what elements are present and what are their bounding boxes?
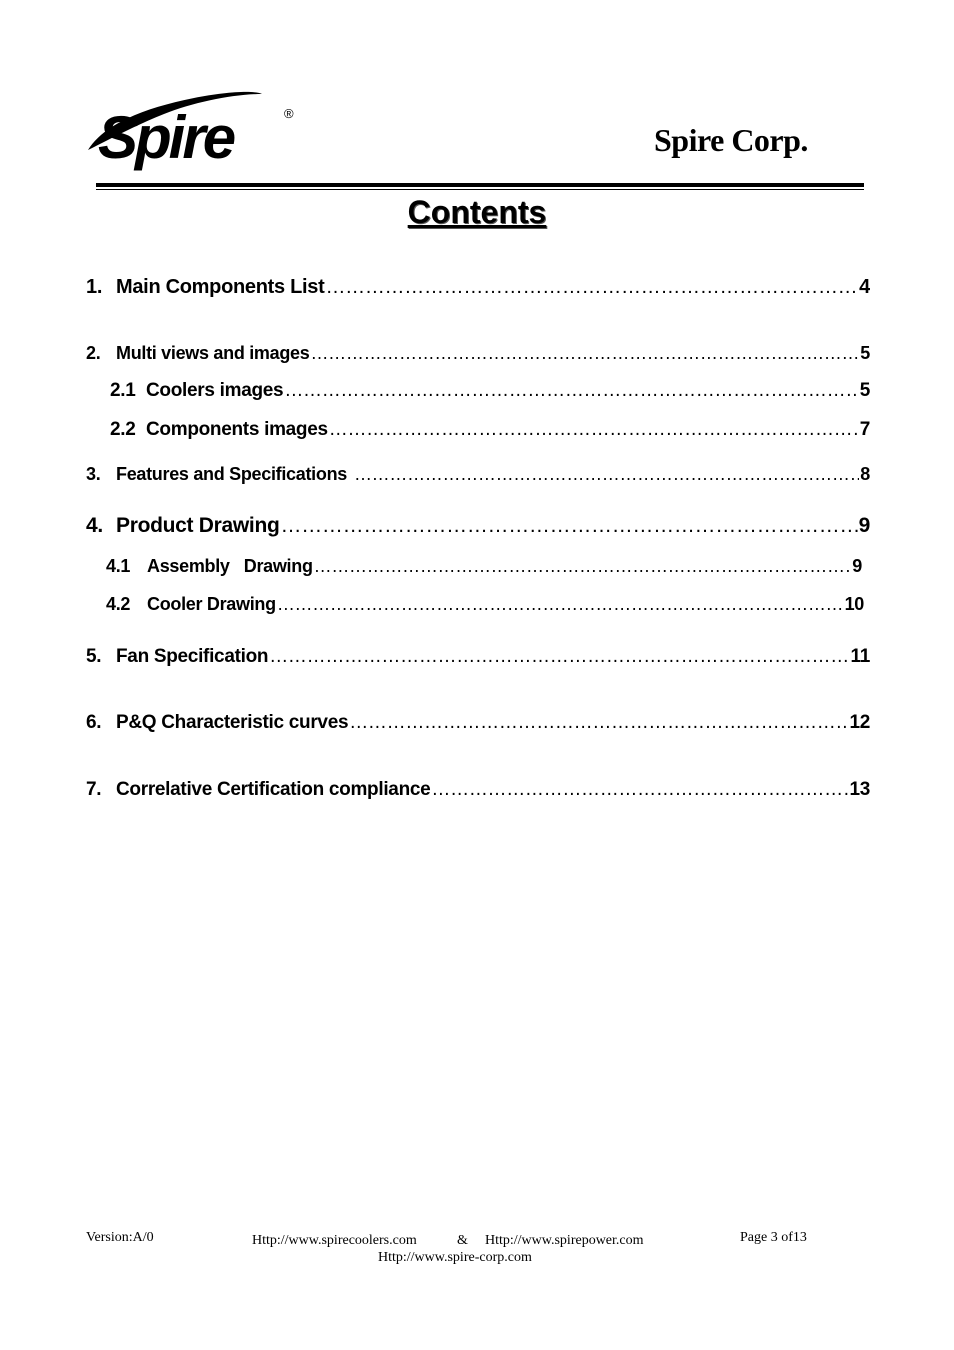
toc-number: 2.2: [110, 419, 136, 440]
toc-label: Correlative Certification compliance: [116, 779, 431, 800]
footer-url-corp[interactable]: Http://www.spire-corp.com: [378, 1250, 532, 1265]
toc-leader: [325, 276, 858, 299]
toc-leader: [277, 594, 844, 615]
toc-entry-5[interactable]: [86, 646, 870, 668]
toc-entry-4-2[interactable]: [106, 594, 864, 615]
toc-label: Fan Specification: [116, 646, 269, 667]
toc-leader: [269, 646, 849, 668]
toc-label: Components images: [146, 419, 328, 440]
header-rule: [96, 183, 864, 187]
company-name: Spire Corp.: [654, 122, 808, 158]
toc-entry-7[interactable]: [86, 779, 870, 801]
toc-number: 7.: [86, 779, 102, 800]
toc-page: 10: [844, 594, 864, 614]
toc-number: 4.1: [106, 556, 131, 576]
toc-page: 12: [849, 712, 870, 733]
toc-entry-2-1[interactable]: [110, 380, 870, 402]
toc-entry-4-1[interactable]: [106, 556, 862, 577]
toc-leader: [314, 556, 852, 577]
toc-entry-2[interactable]: [86, 343, 870, 364]
toc-page: 7: [859, 419, 870, 440]
toc-entry-4[interactable]: [86, 514, 870, 538]
toc-entry-6[interactable]: [86, 712, 870, 734]
footer-version: Version:A/0: [86, 1230, 154, 1245]
toc-entry-3[interactable]: [86, 464, 870, 485]
toc-label: P&Q Characteristic curves: [116, 712, 349, 733]
header-rule-thin: [96, 189, 864, 190]
page-title: Contents: [407, 194, 547, 230]
toc-number: 6.: [86, 712, 102, 733]
toc-label: Main Components List: [116, 276, 325, 298]
registered-mark: ®: [284, 106, 294, 121]
footer-url-power[interactable]: Http://www.spirepower.com: [485, 1233, 644, 1248]
toc-number: 5.: [86, 646, 102, 667]
toc-label: Coolers images: [146, 380, 284, 401]
toc-leader: [310, 343, 859, 364]
toc-leader: [329, 419, 859, 441]
toc-leader: [431, 779, 848, 801]
footer-ampersand: &: [457, 1233, 468, 1248]
toc-page: 8: [860, 464, 870, 484]
toc-label: Assembly Drawing: [147, 556, 313, 576]
toc-page: 9: [858, 514, 870, 537]
toc-number: 2.: [86, 343, 101, 363]
toc-label: Features and Specifications: [116, 464, 347, 484]
toc-label: Multi views and images: [116, 343, 310, 363]
toc-label: Product Drawing: [116, 514, 280, 537]
toc-page: 11: [850, 646, 870, 667]
toc-number: 4.: [86, 514, 103, 537]
toc-page: 9: [852, 556, 862, 576]
toc-page: 5: [860, 343, 870, 363]
toc-leader: [284, 380, 858, 402]
toc-leader: [349, 712, 848, 734]
toc-page: 13: [849, 779, 870, 800]
toc-entry-2-2[interactable]: [110, 419, 870, 441]
toc-leader: [281, 514, 858, 538]
toc-leader: [354, 464, 859, 485]
toc-number: 2.1: [110, 380, 136, 401]
footer-page-number: Page 3 of13: [740, 1230, 807, 1245]
spire-logo: [84, 84, 304, 176]
toc-number: 4.2: [106, 594, 131, 614]
toc-page: 5: [859, 380, 870, 401]
footer-url-coolers[interactable]: Http://www.spirecoolers.com: [252, 1233, 417, 1248]
logo-wordmark: Spire: [98, 104, 234, 171]
toc-number: 3.: [86, 464, 101, 484]
toc-page: 4: [859, 276, 870, 298]
toc-number: 1.: [86, 276, 103, 298]
toc-entry-1[interactable]: [86, 276, 870, 299]
toc-label: Cooler Drawing: [147, 594, 276, 614]
